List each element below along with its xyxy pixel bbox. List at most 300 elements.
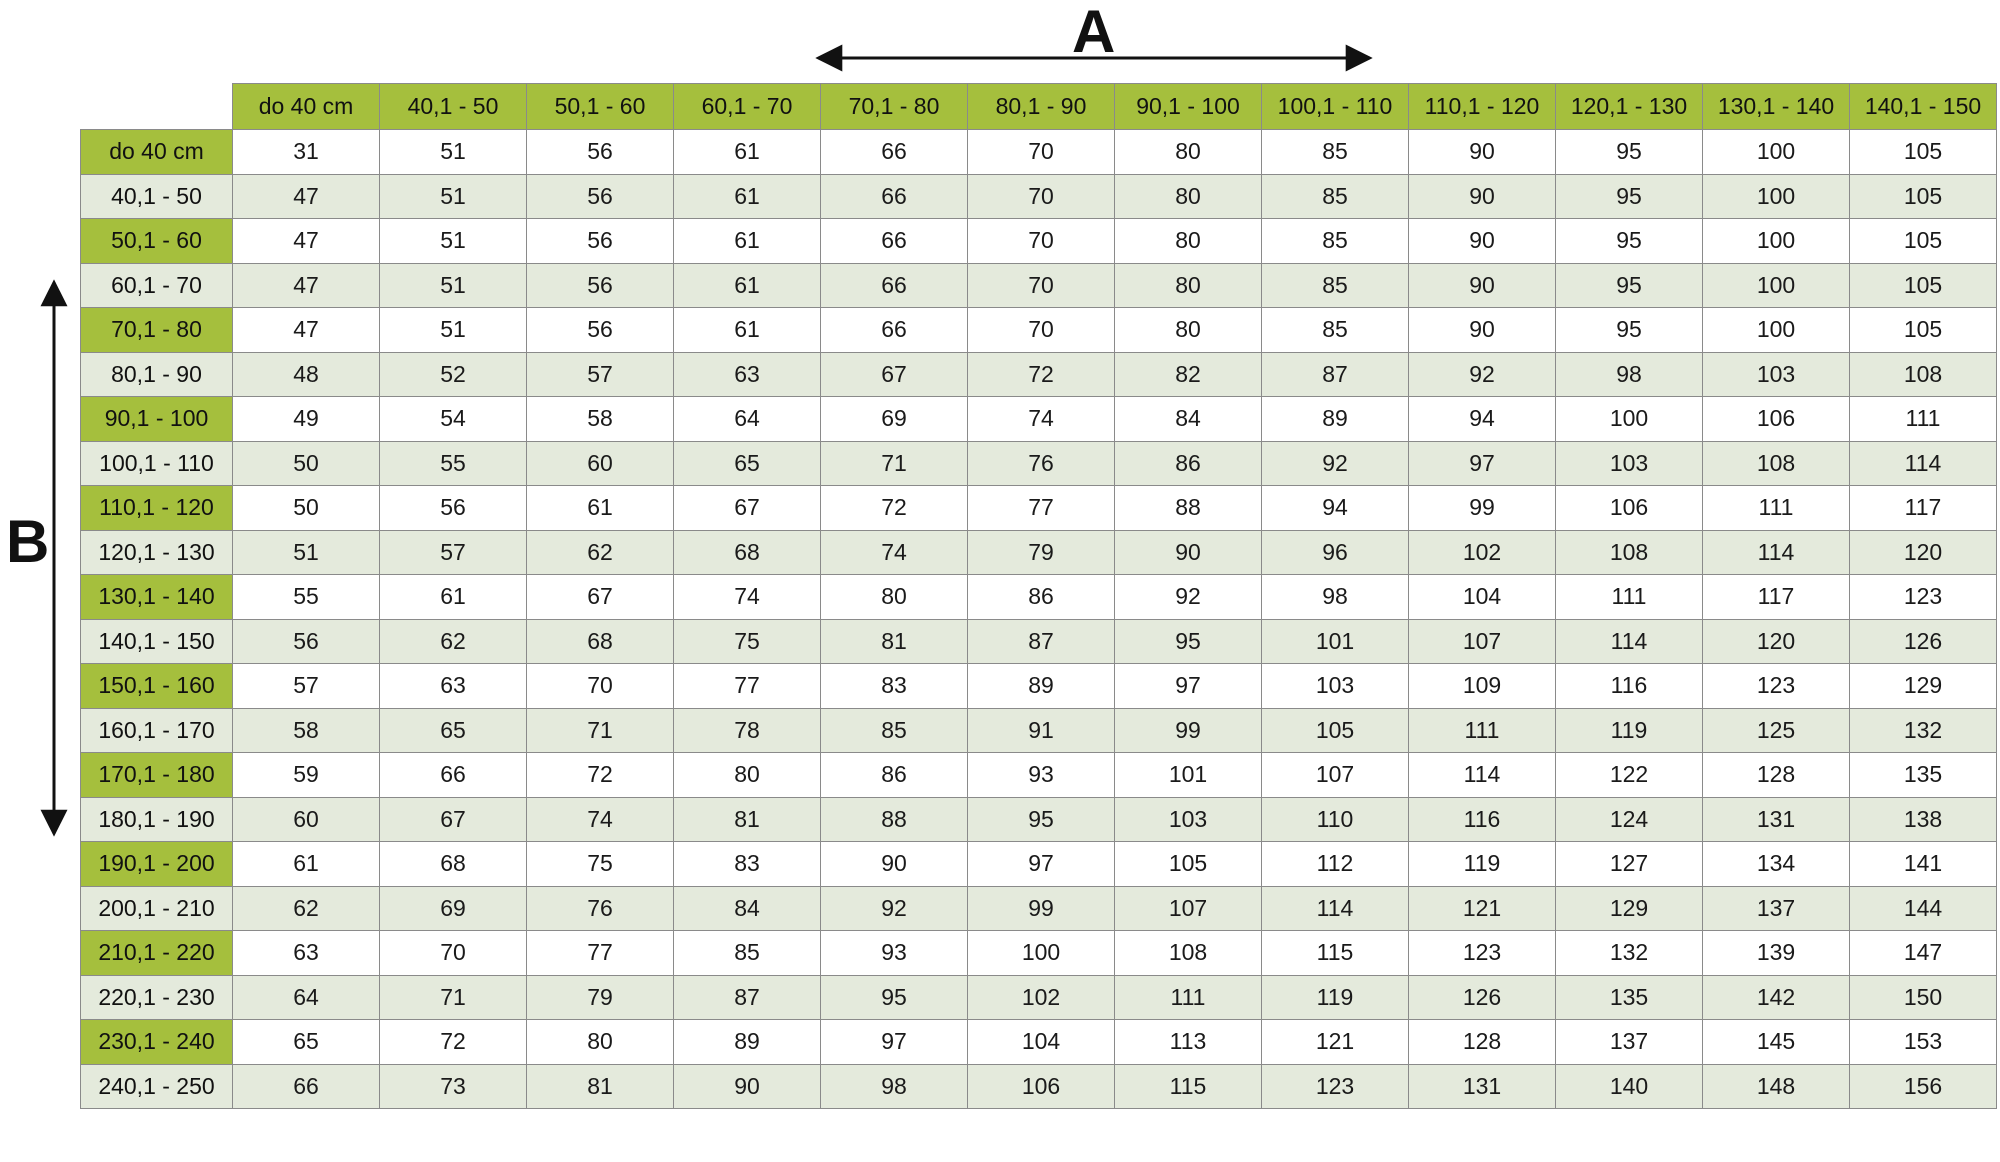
table-cell: 58 [527,397,674,442]
table-cell: 69 [380,886,527,931]
table-cell: 114 [1703,530,1850,575]
column-header: 50,1 - 60 [527,84,674,130]
table-cell: 141 [1850,842,1997,887]
table-cell: 65 [233,1020,380,1065]
table-row [81,174,1997,219]
table-cell: 66 [821,130,968,175]
table-cell: 95 [1556,219,1703,264]
table-cell: 90 [821,842,968,887]
table-cell: 67 [674,486,821,531]
table-cell: 70 [968,130,1115,175]
table-cell: 105 [1850,308,1997,353]
table-cell: 74 [968,397,1115,442]
table-cell: 92 [1409,352,1556,397]
table-cell: 47 [233,219,380,264]
table-cell: 57 [233,664,380,709]
table-row [81,219,1997,264]
table-row [81,441,1997,486]
table-cell: 66 [380,753,527,798]
table-cell: 51 [380,174,527,219]
table-row [81,1064,1997,1109]
table-cell: 74 [674,575,821,620]
table-cell: 119 [1262,975,1409,1020]
table-cell: 69 [821,397,968,442]
table-cell: 87 [674,975,821,1020]
column-header: 120,1 - 130 [1556,84,1703,130]
table-cell: 61 [674,219,821,264]
row-header: 120,1 - 130 [81,530,233,575]
table-cell: 85 [1262,219,1409,264]
table-cell: 80 [821,575,968,620]
column-header: 80,1 - 90 [968,84,1115,130]
table-cell: 55 [233,575,380,620]
row-header: 150,1 - 160 [81,664,233,709]
table-cell: 101 [1262,619,1409,664]
row-header: 90,1 - 100 [81,397,233,442]
table-cell: 134 [1703,842,1850,887]
table-cell: 81 [821,619,968,664]
table-cell: 60 [233,797,380,842]
table-cell: 101 [1115,753,1262,798]
table-cell: 65 [380,708,527,753]
table-cell: 76 [968,441,1115,486]
table-cell: 84 [1115,397,1262,442]
table-cell: 100 [1703,174,1850,219]
table-cell: 61 [233,842,380,887]
table-cell: 72 [821,486,968,531]
table-cell: 80 [1115,174,1262,219]
table-cell: 121 [1262,1020,1409,1065]
table-cell: 108 [1115,931,1262,976]
table-cell: 80 [1115,130,1262,175]
table-cell: 58 [233,708,380,753]
table-cell: 96 [1262,530,1409,575]
table-cell: 102 [968,975,1115,1020]
table-cell: 81 [527,1064,674,1109]
table-cell: 98 [1262,575,1409,620]
table-cell: 61 [527,486,674,531]
table-cell: 47 [233,174,380,219]
table-cell: 112 [1262,842,1409,887]
table-cell: 85 [674,931,821,976]
row-header: 160,1 - 170 [81,708,233,753]
column-header: 140,1 - 150 [1850,84,1997,130]
table-cell: 119 [1409,842,1556,887]
table-cell: 115 [1262,931,1409,976]
table-cell: 123 [1703,664,1850,709]
table-cell: 90 [1409,174,1556,219]
table-cell: 85 [1262,263,1409,308]
table-cell: 105 [1850,263,1997,308]
table-cell: 125 [1703,708,1850,753]
table-cell: 72 [527,753,674,798]
table-cell: 147 [1850,931,1997,976]
table-cell: 128 [1409,1020,1556,1065]
table-cell: 100 [968,931,1115,976]
table-cell: 68 [380,842,527,887]
table-cell: 47 [233,263,380,308]
table-cell: 67 [821,352,968,397]
row-header: 60,1 - 70 [81,263,233,308]
table-cell: 70 [968,219,1115,264]
table-cell: 90 [1409,219,1556,264]
table-cell: 57 [527,352,674,397]
table-cell: 77 [527,931,674,976]
table-cell: 92 [821,886,968,931]
table-cell: 64 [233,975,380,1020]
table-cell: 92 [1115,575,1262,620]
table-cell: 74 [527,797,674,842]
row-header: 220,1 - 230 [81,975,233,1020]
table-cell: 104 [968,1020,1115,1065]
table-cell: 80 [1115,308,1262,353]
table-cell: 65 [674,441,821,486]
row-header: 50,1 - 60 [81,219,233,264]
row-header: 100,1 - 110 [81,441,233,486]
corner-cell [81,84,233,130]
table-row [81,1020,1997,1065]
table-cell: 93 [821,931,968,976]
price-table [80,83,1997,1109]
row-header: 230,1 - 240 [81,1020,233,1065]
table-cell: 48 [233,352,380,397]
table-row [81,753,1997,798]
table-cell: 129 [1556,886,1703,931]
table-cell: 71 [821,441,968,486]
table-cell: 66 [821,308,968,353]
table-cell: 89 [674,1020,821,1065]
table-row [81,975,1997,1020]
table-cell: 100 [1703,263,1850,308]
table-cell: 119 [1556,708,1703,753]
table-cell: 85 [1262,130,1409,175]
row-header: 190,1 - 200 [81,842,233,887]
table-cell: 153 [1850,1020,1997,1065]
table-cell: 89 [1262,397,1409,442]
table-cell: 50 [233,486,380,531]
table-cell: 94 [1262,486,1409,531]
table-cell: 120 [1703,619,1850,664]
table-cell: 95 [821,975,968,1020]
column-header: do 40 cm [233,84,380,130]
table-cell: 74 [821,530,968,575]
table-cell: 124 [1556,797,1703,842]
table-cell: 68 [527,619,674,664]
table-cell: 63 [674,352,821,397]
table-cell: 67 [380,797,527,842]
table-cell: 95 [1556,130,1703,175]
row-header: 70,1 - 80 [81,308,233,353]
table-cell: 95 [1556,174,1703,219]
table-row [81,130,1997,175]
table-cell: 137 [1556,1020,1703,1065]
table-cell: 88 [821,797,968,842]
table-cell: 116 [1556,664,1703,709]
table-cell: 95 [1556,308,1703,353]
table-cell: 62 [380,619,527,664]
table-cell: 103 [1556,441,1703,486]
row-header: 130,1 - 140 [81,575,233,620]
table-cell: 100 [1703,219,1850,264]
row-header: do 40 cm [81,130,233,175]
column-header: 40,1 - 50 [380,84,527,130]
table-cell: 55 [380,441,527,486]
table-cell: 97 [1409,441,1556,486]
table-cell: 150 [1850,975,1997,1020]
table-cell: 111 [1409,708,1556,753]
table-cell: 126 [1850,619,1997,664]
table-cell: 127 [1556,842,1703,887]
table-cell: 111 [1850,397,1997,442]
table-cell: 132 [1850,708,1997,753]
table-cell: 50 [233,441,380,486]
table-cell: 100 [1556,397,1703,442]
table-cell: 116 [1409,797,1556,842]
table-body [81,130,1997,1109]
table-cell: 47 [233,308,380,353]
table-cell: 113 [1115,1020,1262,1065]
table-cell: 126 [1409,975,1556,1020]
table-cell: 66 [821,219,968,264]
table-cell: 56 [233,619,380,664]
table-cell: 81 [674,797,821,842]
table-cell: 68 [674,530,821,575]
table-cell: 77 [968,486,1115,531]
table-cell: 142 [1703,975,1850,1020]
table-cell: 108 [1556,530,1703,575]
table-row [81,619,1997,664]
table-cell: 97 [821,1020,968,1065]
table-row [81,797,1997,842]
table-cell: 97 [968,842,1115,887]
table-cell: 79 [527,975,674,1020]
row-header: 110,1 - 120 [81,486,233,531]
table-cell: 109 [1409,664,1556,709]
table-cell: 107 [1262,753,1409,798]
table-cell: 138 [1850,797,1997,842]
axis-a-label: A [1072,0,1116,65]
table-cell: 123 [1850,575,1997,620]
table-cell: 56 [527,308,674,353]
table-cell: 66 [821,174,968,219]
table-cell: 137 [1703,886,1850,931]
table-cell: 90 [1409,308,1556,353]
table-cell: 87 [968,619,1115,664]
table-cell: 80 [1115,219,1262,264]
table-cell: 61 [674,130,821,175]
table-cell: 122 [1556,753,1703,798]
column-header: 90,1 - 100 [1115,84,1262,130]
table-cell: 80 [674,753,821,798]
table-cell: 139 [1703,931,1850,976]
table-cell: 56 [527,174,674,219]
table-cell: 111 [1115,975,1262,1020]
table-cell: 83 [821,664,968,709]
table-cell: 114 [1556,619,1703,664]
table-cell: 72 [968,352,1115,397]
table-cell: 75 [527,842,674,887]
table-cell: 56 [527,130,674,175]
table-cell: 70 [968,263,1115,308]
row-header: 80,1 - 90 [81,352,233,397]
table-cell: 93 [968,753,1115,798]
table-cell: 70 [527,664,674,709]
table-cell: 51 [233,530,380,575]
table-cell: 72 [380,1020,527,1065]
table-cell: 145 [1703,1020,1850,1065]
table-cell: 95 [968,797,1115,842]
table-cell: 129 [1850,664,1997,709]
table-cell: 103 [1115,797,1262,842]
table-cell: 100 [1703,130,1850,175]
row-header: 240,1 - 250 [81,1064,233,1109]
table-row [81,308,1997,353]
table-cell: 90 [1115,530,1262,575]
table-cell: 70 [968,308,1115,353]
table-cell: 61 [674,308,821,353]
table-row [81,575,1997,620]
table-cell: 61 [674,263,821,308]
table-cell: 76 [527,886,674,931]
table-row [81,530,1997,575]
table-cell: 83 [674,842,821,887]
table-cell: 85 [821,708,968,753]
table-row [81,263,1997,308]
table-cell: 117 [1703,575,1850,620]
table-cell: 111 [1703,486,1850,531]
table-cell: 70 [968,174,1115,219]
column-header: 60,1 - 70 [674,84,821,130]
axis-b-label: B [6,508,50,575]
table-cell: 99 [1115,708,1262,753]
table-cell: 120 [1850,530,1997,575]
table-cell: 82 [1115,352,1262,397]
table-cell: 148 [1703,1064,1850,1109]
table-cell: 114 [1262,886,1409,931]
table-cell: 103 [1703,352,1850,397]
table-row [81,931,1997,976]
table-row [81,352,1997,397]
table-cell: 102 [1409,530,1556,575]
table-cell: 106 [1556,486,1703,531]
table-row [81,708,1997,753]
table-cell: 107 [1115,886,1262,931]
table-cell: 57 [380,530,527,575]
table-cell: 64 [674,397,821,442]
table-cell: 67 [527,575,674,620]
table-cell: 140 [1556,1064,1703,1109]
table-cell: 78 [674,708,821,753]
table-cell: 132 [1556,931,1703,976]
table-cell: 114 [1850,441,1997,486]
table-cell: 90 [1409,130,1556,175]
table-cell: 88 [1115,486,1262,531]
table-cell: 89 [968,664,1115,709]
table-cell: 66 [821,263,968,308]
table-cell: 99 [1409,486,1556,531]
table-cell: 61 [380,575,527,620]
table-cell: 98 [1556,352,1703,397]
row-header: 180,1 - 190 [81,797,233,842]
table-cell: 56 [527,219,674,264]
table-cell: 128 [1703,753,1850,798]
table-cell: 86 [821,753,968,798]
table-cell: 75 [674,619,821,664]
table-cell: 79 [968,530,1115,575]
table-cell: 84 [674,886,821,931]
table-cell: 90 [1409,263,1556,308]
table-cell: 90 [674,1064,821,1109]
table-cell: 105 [1262,708,1409,753]
table-cell: 86 [968,575,1115,620]
table-cell: 108 [1850,352,1997,397]
table-cell: 135 [1850,753,1997,798]
table-cell: 92 [1262,441,1409,486]
table-cell: 63 [233,931,380,976]
table-cell: 31 [233,130,380,175]
table-cell: 61 [674,174,821,219]
row-header: 40,1 - 50 [81,174,233,219]
table-cell: 105 [1850,130,1997,175]
table-cell: 95 [1115,619,1262,664]
table-cell: 103 [1262,664,1409,709]
table-cell: 56 [380,486,527,531]
table-row [81,886,1997,931]
table-row [81,664,1997,709]
table-cell: 62 [233,886,380,931]
table-cell: 135 [1556,975,1703,1020]
column-header: 100,1 - 110 [1262,84,1409,130]
table-row [81,397,1997,442]
table-cell: 51 [380,130,527,175]
table-cell: 85 [1262,308,1409,353]
table-cell: 144 [1850,886,1997,931]
table-cell: 131 [1703,797,1850,842]
column-header: 130,1 - 140 [1703,84,1850,130]
table-cell: 123 [1409,931,1556,976]
table-cell: 86 [1115,441,1262,486]
row-header: 170,1 - 180 [81,753,233,798]
table-cell: 51 [380,263,527,308]
table-cell: 87 [1262,352,1409,397]
table-cell: 80 [1115,263,1262,308]
table-cell: 115 [1115,1064,1262,1109]
table-cell: 85 [1262,174,1409,219]
table-cell: 56 [527,263,674,308]
table-cell: 99 [968,886,1115,931]
table-cell: 105 [1850,219,1997,264]
table-cell: 106 [1703,397,1850,442]
table-cell: 94 [1409,397,1556,442]
table-cell: 66 [233,1064,380,1109]
table-cell: 107 [1409,619,1556,664]
table-cell: 108 [1703,441,1850,486]
table-cell: 62 [527,530,674,575]
row-header: 210,1 - 220 [81,931,233,976]
table-cell: 114 [1409,753,1556,798]
row-header: 200,1 - 210 [81,886,233,931]
table-cell: 63 [380,664,527,709]
table-cell: 131 [1409,1064,1556,1109]
table-cell: 111 [1556,575,1703,620]
table-cell: 123 [1262,1064,1409,1109]
table-cell: 105 [1850,174,1997,219]
table-cell: 117 [1850,486,1997,531]
table-cell: 51 [380,308,527,353]
table-cell: 91 [968,708,1115,753]
table-cell: 70 [380,931,527,976]
table-cell: 95 [1556,263,1703,308]
